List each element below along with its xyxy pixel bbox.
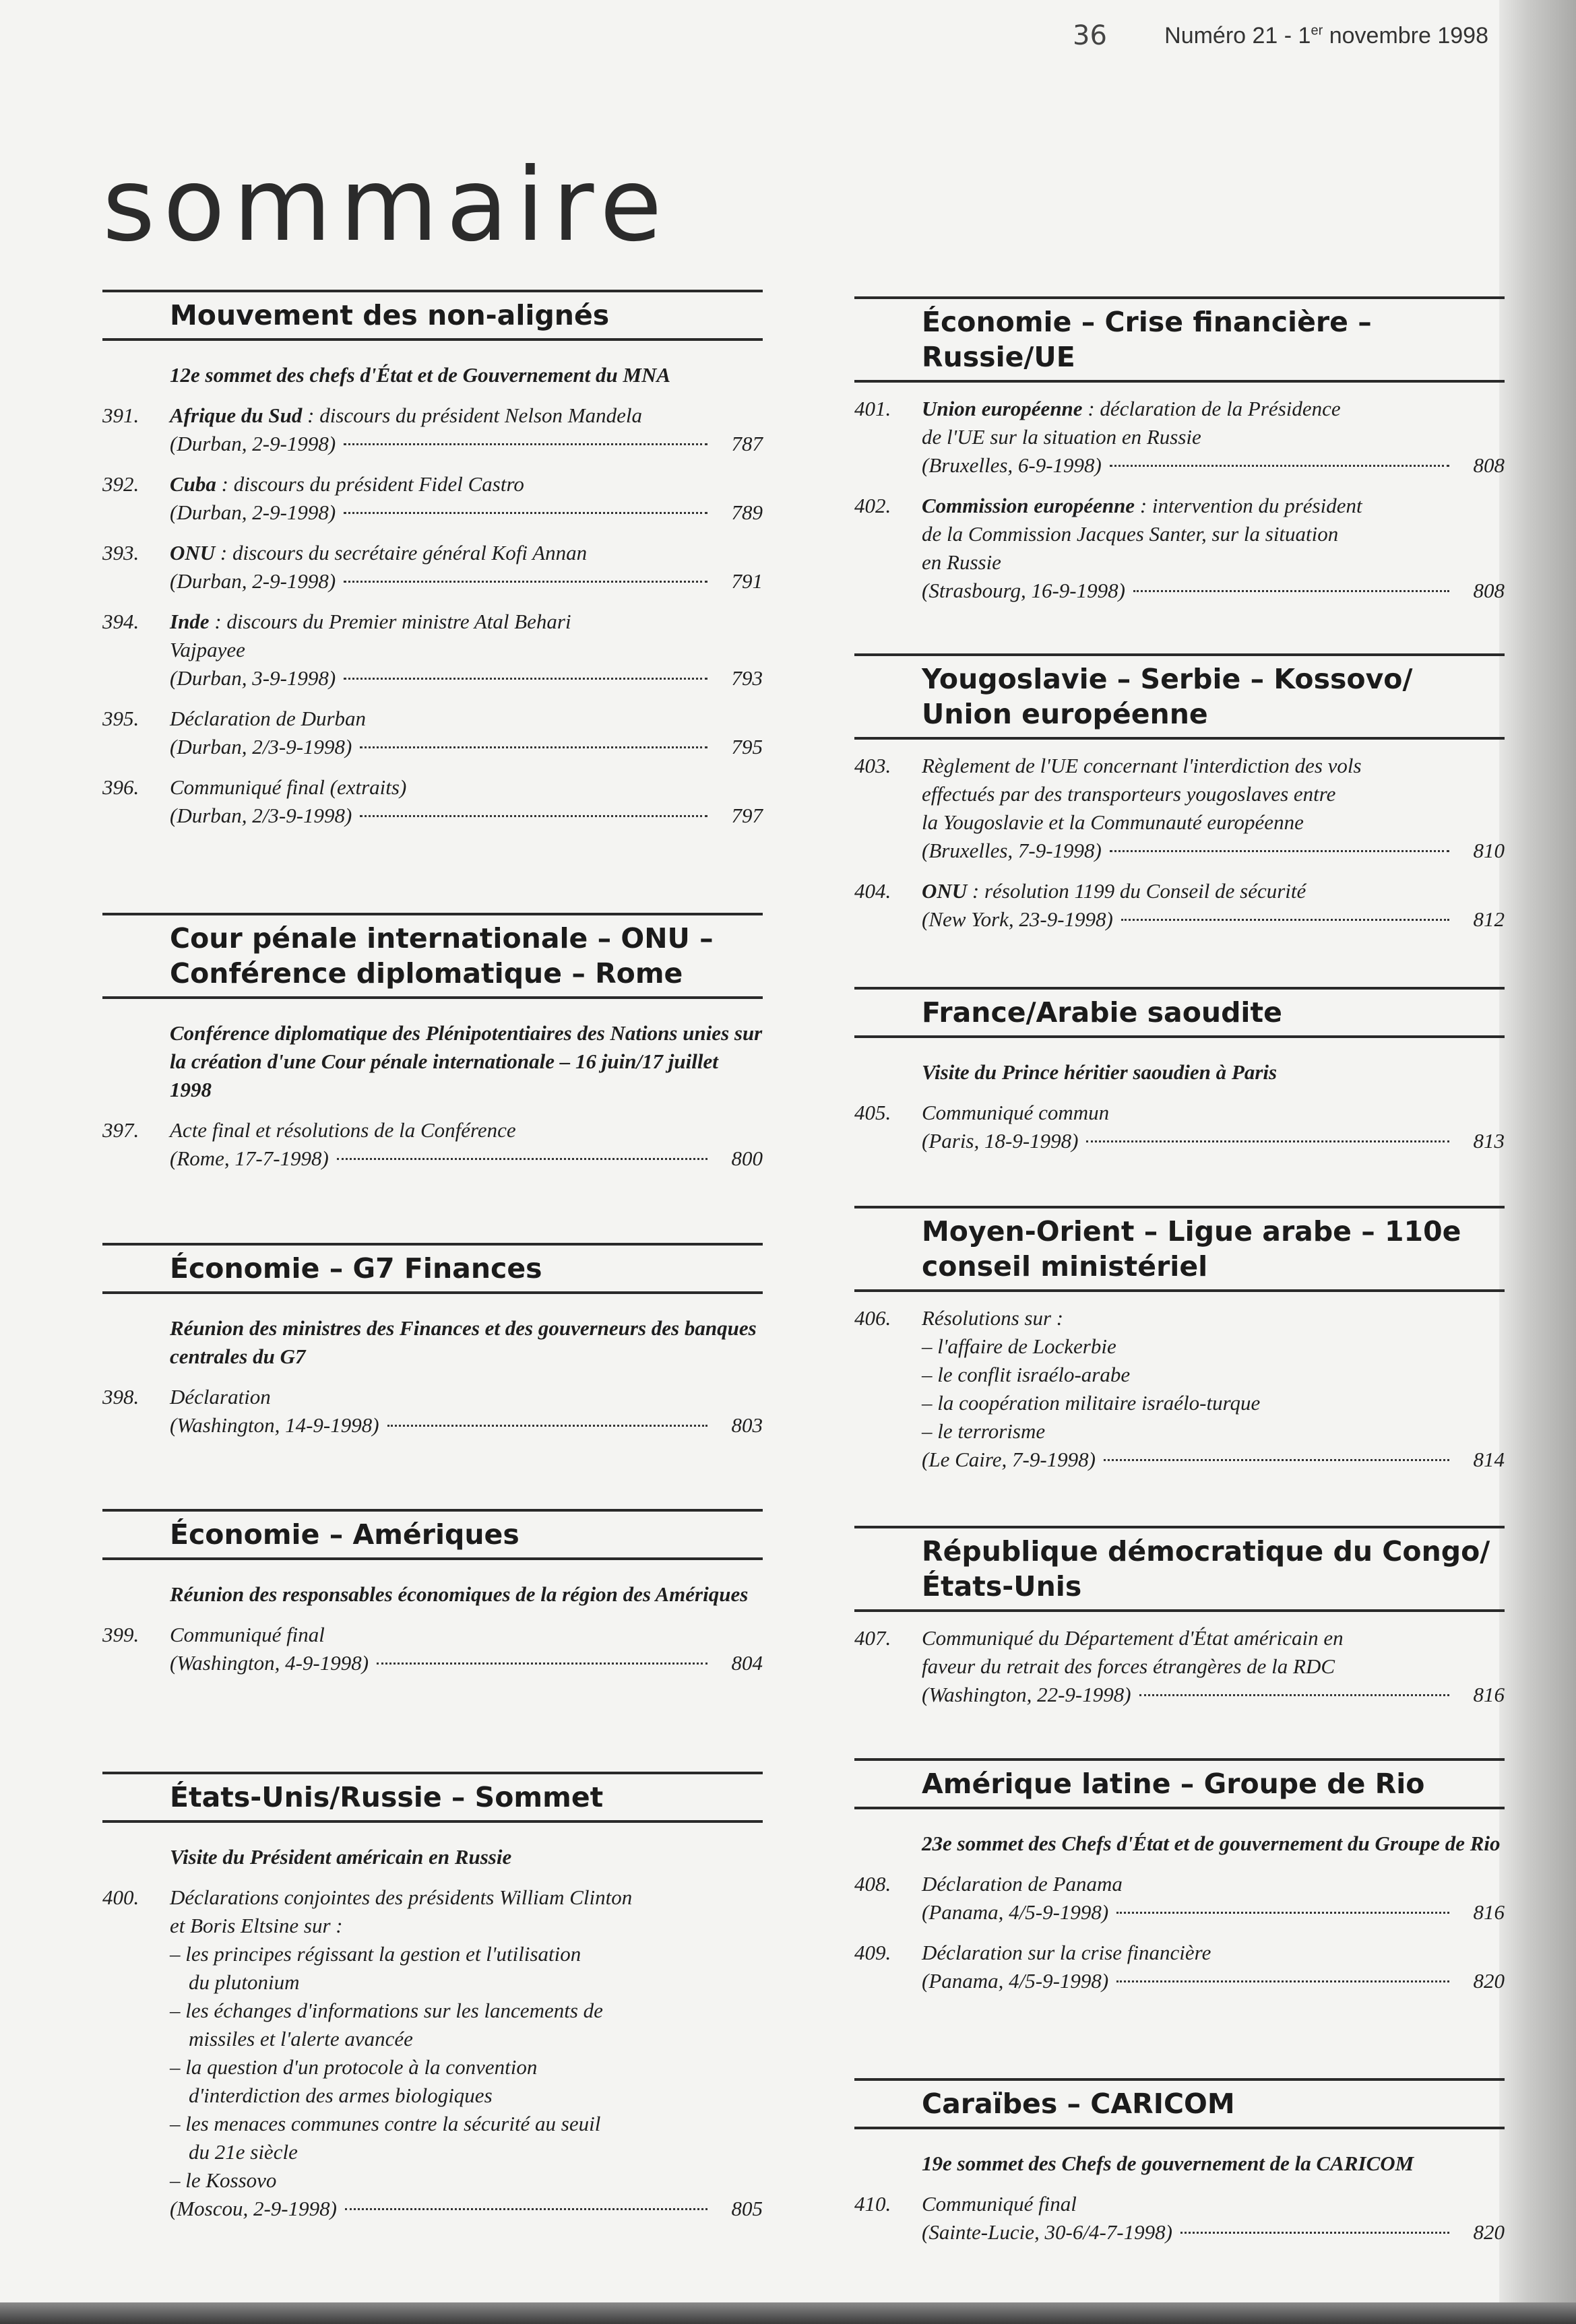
entry-number: 405. [854,1101,891,1124]
entry-text-line [170,1383,763,1411]
entry-text-line [922,1389,1505,1417]
entry-location: (Durban, 2/3-9-1998) [170,804,352,827]
entry-number: 392. [102,472,139,496]
entry-place-date [922,905,1505,934]
entry-place-date [170,430,763,458]
entry-location: (Panama, 4/5-9-1998) [922,1900,1109,1924]
entry-place-date [170,1144,763,1173]
entry-text-line [170,2025,763,2053]
toc-entry [102,1621,763,1677]
entry-text-line [922,780,1505,808]
toc-section [854,987,1505,1155]
toc-entry [102,470,763,527]
issue-date: novembre 1998 [1329,23,1488,49]
entry-text-line [922,752,1505,780]
entry-text-line [922,1939,1505,1967]
toc-entry [854,752,1505,865]
entry-number: 402. [854,494,891,517]
entry-text: et Boris Eltsine sur : [170,1914,343,1937]
entry-text-line [170,2053,763,2081]
section-subtitle: Visite du Prince héritier saoudien à Paris [922,1060,1278,1084]
entry-page-number: 804 [731,1651,763,1675]
section-subtitle: Réunion des responsables économiques de la région des Amériques [170,1582,749,1606]
entry-location: (Washington, 4-9-1998) [170,1651,369,1675]
entry-location: (Bruxelles, 6-9-1998) [922,453,1102,477]
entry-text-line [170,1968,763,1997]
section-heading: Économie – Crise financière – Russie/UE [854,296,1505,383]
entry-page-number: 791 [731,569,763,593]
entry-location: (Paris, 18-9-1998) [922,1129,1079,1153]
toc-section [102,290,763,830]
toc-entry [854,2190,1505,2247]
entry-page-number: 789 [731,501,763,524]
entry-location: (Durban, 2-9-1998) [170,432,336,455]
entry-text: – les échanges d'informations sur les lancements de [170,1999,603,2022]
entry-number: 391. [102,404,139,427]
scanner-bottom-edge [0,2302,1576,2324]
entry-text: Déclaration de Durban [170,707,367,730]
entry-text: Communiqué final [170,1623,325,1646]
entry-text-line [922,1870,1505,1898]
entry-place-date [922,837,1505,865]
entry-text-line [170,2081,763,2110]
entry-place-date [922,2218,1505,2247]
entry-number: 399. [102,1623,139,1646]
entry-location: (Durban, 2-9-1998) [170,501,336,524]
entry-number: 410. [854,2192,891,2216]
dot-leader [1110,850,1449,852]
entry-number: 398. [102,1385,139,1409]
entry-location: (Bruxelles, 7-9-1998) [922,839,1102,862]
entry-text: faveur du retrait des forces étrangères de la RDC [922,1654,1335,1678]
section-heading: Amérique latine – Groupe de Rio [854,1758,1505,1809]
entry-page-number: 820 [1473,1969,1505,1993]
toc-entry [854,1624,1505,1709]
entry-text-line [170,1997,763,2025]
entry-text-line [922,1652,1505,1681]
entry-place-date [170,733,763,761]
entry-page-number: 795 [731,735,763,758]
entry-text: en Russie [922,550,1001,574]
issue-number: Numéro 21 - 1 [1164,23,1311,49]
entry-place-date [170,498,763,527]
entry-text-line [922,548,1505,577]
entry-lead: ONU [922,879,968,903]
dot-leader [1121,919,1449,921]
entry-text-line [922,395,1505,423]
entry-text-line [170,2110,763,2138]
toc-section [854,2078,1505,2247]
section-heading: États-Unis/Russie – Sommet [102,1772,763,1823]
page-edge-shadow [1499,0,1576,2324]
entry-text: effectués par des transporteurs yougoslaves entre [922,782,1336,806]
entry-text: Déclaration sur la crise financière [922,1941,1211,1964]
entry-place-date [170,2195,763,2223]
entry-text-line [170,1940,763,1968]
entry-location: (Le Caire, 7-9-1998) [922,1448,1096,1471]
entry-page-number: 800 [731,1147,763,1170]
entry-location: (Durban, 3-9-1998) [170,666,336,690]
entry-text: – l'affaire de Lockerbie [922,1334,1116,1358]
entry-location: (Washington, 14-9-1998) [170,1413,379,1437]
entry-text: missiles et l'alerte avancée [189,2027,413,2051]
entry-location: (Sainte-Lucie, 30-6/4-7-1998) [922,2220,1172,2244]
entry-text-line [922,1361,1505,1389]
section-heading: Moyen-Orient – Ligue arabe – 110e conseil ministériel [854,1206,1505,1292]
entry-number: 394. [102,610,139,633]
entry-lead: ONU [170,541,216,564]
dot-leader [1116,1980,1449,1982]
entry-text-line [170,1883,763,1912]
toc-section [102,1509,763,1677]
toc-entry [102,773,763,830]
entry-lead: Cuba [170,472,216,496]
entry-location: (Durban, 2/3-9-1998) [170,735,352,758]
entry-place-date [170,567,763,595]
section-heading: Mouvement des non-alignés [102,290,763,341]
entry-text: – le Kossovo [170,2168,277,2192]
entry-text: d'interdiction des armes biologiques [189,2084,493,2107]
entry-place-date [170,802,763,830]
dot-leader [344,443,707,445]
entry-place-date [170,1411,763,1440]
entry-page-number: 797 [731,804,763,827]
toc-entry [102,705,763,761]
toc-entry [102,608,763,692]
toc-entry [854,395,1505,480]
entry-number: 406. [854,1306,891,1330]
toc-entry [854,1939,1505,1995]
dot-leader [1110,465,1449,467]
entry-page-number: 810 [1473,839,1505,862]
entry-text-line [170,773,763,802]
entry-text-line [170,401,763,430]
toc-entry [854,1304,1505,1474]
entry-text-line [922,1099,1505,1127]
entry-text: : discours du président Nelson Mandela [302,404,642,427]
dot-leader [1116,1912,1449,1914]
entry-location: (Washington, 22-9-1998) [922,1683,1131,1706]
toc-entry [854,877,1505,934]
entry-page-number: 787 [731,432,763,455]
entry-number: 397. [102,1118,139,1142]
page-title: sommaire [102,147,670,264]
toc-section [854,296,1505,605]
toc-section [854,1758,1505,1995]
dot-leader [387,1425,707,1427]
entry-text-line [922,1624,1505,1652]
dot-leader [1133,590,1449,592]
entry-page-number: 813 [1473,1129,1505,1153]
entry-text: : déclaration de la Présidence [1082,397,1341,420]
toc-section [102,1772,763,2223]
entry-page-number: 793 [731,666,763,690]
entry-number: 404. [854,879,891,903]
entry-page-number: 803 [731,1413,763,1437]
entry-text-line [170,608,763,636]
section-subtitle: 12e sommet des chefs d'État et de Gouvernement du MNA [170,363,671,387]
section-heading: France/Arabie saoudite [854,987,1505,1038]
entry-text-line [922,808,1505,837]
handwritten-page-mark: 36 [1073,20,1107,51]
entry-text-line [170,539,763,567]
entry-lead: Inde [170,610,210,633]
entry-text: Déclaration [170,1385,271,1409]
entry-text: : résolution 1199 du Conseil de sécurité [967,879,1306,903]
section-heading: Économie – Amériques [102,1509,763,1560]
entry-text-line [170,1621,763,1649]
entry-location: (Panama, 4/5-9-1998) [922,1969,1109,1993]
section-heading: Yougoslavie – Serbie – Kossovo/ Union européenne [854,653,1505,740]
entry-text: Déclaration de Panama [922,1872,1123,1896]
entry-text: – la question d'un protocole à la convention [170,2055,538,2079]
entry-page-number: 820 [1473,2220,1505,2244]
dot-leader [344,678,707,680]
issue-ordinal: er [1311,23,1323,38]
entry-lead: Commission européenne [922,494,1135,517]
toc-entry [854,1099,1505,1155]
section-subtitle: Conférence diplomatique des Plénipotentiaires des Nations unies sur la création d'une Cour pénale internationale – 16 juin/17 juillet 1998 [170,1021,763,1101]
entry-number: 408. [854,1872,891,1896]
entry-number: 407. [854,1626,891,1650]
toc-section [854,653,1505,934]
entry-text-line [922,520,1505,548]
dot-leader [344,581,707,583]
toc-entry [102,1883,763,2223]
dot-leader [1139,1694,1449,1696]
entry-text-line [170,2166,763,2195]
entry-text: Vajpayee [170,638,245,661]
toc-section [102,913,763,1173]
entry-page-number: 816 [1473,1683,1505,1706]
entry-text: la Yougoslavie et la Communauté européenne [922,810,1304,834]
entry-page-number: 814 [1473,1448,1505,1471]
entry-place-date [170,664,763,692]
dot-leader [344,512,707,514]
entry-text: Communiqué final (extraits) [170,775,407,799]
toc-entry [102,1116,763,1173]
entry-text: – les principes régissant la gestion et l'utilisation [170,1942,581,1966]
entry-text-line [170,2138,763,2166]
entry-text-line [922,877,1505,905]
section-heading: Cour pénale internationale – ONU – Conférence diplomatique – Rome [102,913,763,999]
entry-place-date [922,451,1505,480]
dot-leader [360,815,707,817]
entry-text: – les menaces communes contre la sécurité au seuil [170,2112,601,2135]
entry-place-date [922,1967,1505,1995]
entry-number: 395. [102,707,139,730]
toc-entry [102,539,763,595]
entry-text-line [170,705,763,733]
entry-text: Déclarations conjointes des présidents William Clinton [170,1885,633,1909]
entry-place-date [922,577,1505,605]
entry-text-line [922,1417,1505,1446]
toc-section [854,1206,1505,1474]
entry-location: (Moscou, 2-9-1998) [170,2197,337,2220]
entry-place-date [922,1127,1505,1155]
entry-number: 393. [102,541,139,564]
entry-place-date [922,1446,1505,1474]
entry-text: : discours du Premier ministre Atal Behari [209,610,571,633]
section-heading: République démocratique du Congo/États-Unis [854,1526,1505,1612]
entry-page-number: 816 [1473,1900,1505,1924]
entry-text: Résolutions sur : [922,1306,1064,1330]
toc-entry [854,492,1505,605]
entry-number: 409. [854,1941,891,1964]
section-subtitle: Réunion des ministres des Finances et des gouverneurs des banques centrales du G7 [170,1316,757,1368]
dot-leader [360,746,707,748]
entry-text: Communiqué commun [922,1101,1110,1124]
dot-leader [377,1663,707,1665]
entry-text: : intervention du président [1135,494,1362,517]
entry-number: 401. [854,397,891,420]
entry-text: du 21e siècle [189,2140,298,2164]
entry-text-line [170,470,763,498]
entry-lead: Union européenne [922,397,1083,420]
entry-page-number: 808 [1473,453,1505,477]
entry-location: (Rome, 17-7-1998) [170,1147,329,1170]
entry-text: Communiqué du Département d'État américain en [922,1626,1344,1650]
issue-header [1164,23,1488,49]
entry-text-line [170,1116,763,1144]
entry-text: – le conflit israélo-arabe [922,1363,1131,1386]
entry-number: 396. [102,775,139,799]
entry-number: 400. [102,1885,139,1909]
entry-lead: Afrique du Sud [170,404,303,427]
entry-location: (New York, 23-9-1998) [922,907,1113,931]
dot-leader [1180,2232,1449,2234]
entry-text-line [922,2190,1505,2218]
entry-location: (Durban, 2-9-1998) [170,569,336,593]
entry-location: (Strasbourg, 16-9-1998) [922,579,1125,602]
dot-leader [337,1158,707,1160]
entry-page-number: 805 [731,2197,763,2220]
entry-page-number: 812 [1473,907,1505,931]
section-subtitle: Visite du Président américain en Russie [170,1845,512,1869]
entry-text: Acte final et résolutions de la Conférence [170,1118,516,1142]
entry-text: Règlement de l'UE concernant l'interdiction des vols [922,754,1362,777]
toc-entry [102,1383,763,1440]
entry-text: de l'UE sur la situation en Russie [922,425,1201,449]
dot-leader [1104,1459,1449,1461]
entry-text: : discours du président Fidel Castro [216,472,524,496]
toc-entry [854,1870,1505,1927]
entry-text-line [170,636,763,664]
entry-text-line [922,492,1505,520]
entry-text-line [922,1332,1505,1361]
dot-leader [345,2208,707,2210]
entry-text-line [922,1304,1505,1332]
toc-section [854,1526,1505,1709]
toc-entry [102,401,763,458]
entry-number: 403. [854,754,891,777]
section-heading: Caraïbes – CARICOM [854,2078,1505,2129]
entry-place-date [922,1898,1505,1927]
entry-text-line [922,423,1505,451]
entry-text: de la Commission Jacques Santer, sur la situation [922,522,1339,546]
entry-text: du plutonium [189,1970,300,1994]
entry-text-line [170,1912,763,1940]
section-subtitle: 23e sommet des Chefs d'État et de gouvernement du Groupe de Rio [922,1832,1501,1855]
section-subtitle: 19e sommet des Chefs de gouvernement de la CARICOM [922,2152,1414,2175]
section-heading: Économie – G7 Finances [102,1243,763,1294]
entry-page-number: 808 [1473,579,1505,602]
toc-section [102,1243,763,1440]
entry-place-date [170,1649,763,1677]
dot-leader [1086,1140,1449,1142]
entry-text: – la coopération militaire israélo-turque [922,1391,1261,1415]
entry-text: – le terrorisme [922,1419,1046,1443]
entry-place-date [922,1681,1505,1709]
entry-text: Communiqué final [922,2192,1077,2216]
entry-text: : discours du secrétaire général Kofi Annan [215,541,588,564]
